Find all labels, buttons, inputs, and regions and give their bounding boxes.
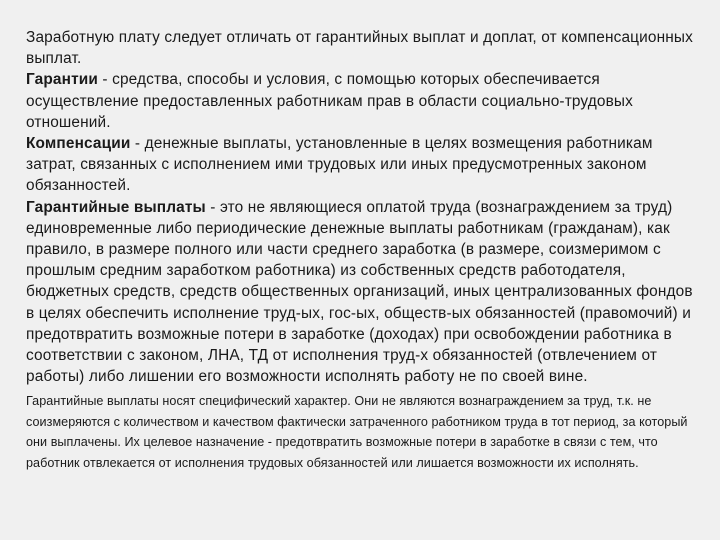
main-text-block — [26, 27, 700, 387]
paragraph-term: Компенсации — [26, 135, 131, 153]
paragraph-term: Гарантийные выплаты — [26, 198, 206, 216]
guarantees-definition — [26, 69, 700, 133]
note-paragraph: Гарантийные выплаты носят специфический характер. Они не являются вознаграждением за труд, т.к. не соизмеряются с количеством и качеством фактически затраченного работником труда в тот период, за который они выплачены. Их целевое назначение - предотвратить возможные потери в заработке в связи с тем, что работник отвлекается от исполнения трудовых обязанностей или лишается возможности их исполнять. — [26, 394, 688, 470]
intro-paragraph — [26, 27, 700, 69]
paragraph-text: - денежные выплаты, установленные в целях возмещения работникам затрат, связанных с исполнением ими трудовых или иных предусмотренных законом обязанностей. — [26, 135, 653, 195]
paragraph-text: Заработную плату следует отличать от гарантийных выплат и доплат, от компенсационных выплат. — [26, 29, 693, 68]
paragraph-text: - это не являющиеся оплатой труда (вознаграждением за труд) единовременные либо периодические денежные выплаты работникам (гражданам), как правило, в размере полного или части среднего заработка (в размере, соизмеримом с прошлым средним заработком работника) из собственных средств работодателя, бюджетных средств, средств общественных организаций, иных централизованных фондов в целях обеспечить исполнение труд-ых, гос-ых, обществ-ых обязанностей (правомочий) и предотвратить возможные потери в заработке (доходах) при освобождении работника в соответствии с законом, ЛНА, ТД от исполнения труд-х обязанностей (отвлечением от работы) либо лишении его возможности исполнять работу не по своей вине. — [26, 198, 693, 386]
paragraph-text: - средства, способы и условия, с помощью которых обеспечивается осуществление предоставленных работникам прав в области социально-трудовых отношений. — [26, 71, 633, 131]
guarantee-payments-definition — [26, 197, 700, 388]
paragraph-term: Гарантии — [26, 71, 98, 89]
compensations-definition — [26, 133, 700, 197]
